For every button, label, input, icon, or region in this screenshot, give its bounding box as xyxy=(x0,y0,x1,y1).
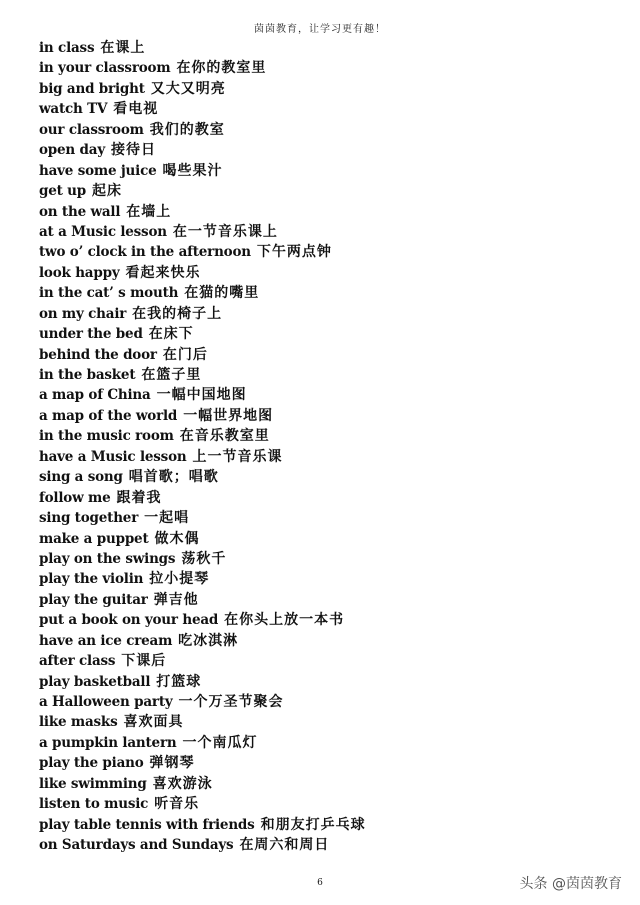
phrase-english: get up xyxy=(39,183,87,200)
phrase-item xyxy=(39,774,619,794)
phrase-chinese: 接待日 xyxy=(110,142,156,159)
phrase-item xyxy=(39,447,619,467)
phrase-english: have a Music lesson xyxy=(39,448,187,465)
phrase-item xyxy=(39,508,619,528)
phrase-item xyxy=(39,631,619,651)
phrase-item xyxy=(39,161,619,181)
phrase-chinese: 又大又明亮 xyxy=(150,80,226,97)
phrase-item xyxy=(39,304,619,324)
phrase-item xyxy=(39,569,619,589)
phrase-english: a pumpkin lantern xyxy=(39,734,177,751)
phrase-chinese: 跟着我 xyxy=(116,489,162,506)
phrase-english: put a book on your head xyxy=(39,612,219,629)
phrase-chinese: 一个万圣节聚会 xyxy=(178,694,284,710)
phrase-chinese: 喝些果汁 xyxy=(162,162,223,179)
phrase-english: in the cat’ s mouth xyxy=(39,285,179,302)
phrase-chinese: 在床下 xyxy=(148,326,194,343)
phrase-chinese: 看电视 xyxy=(113,101,159,118)
phrase-english: sing together xyxy=(39,510,139,527)
phrase-chinese: 在周六和周日 xyxy=(239,837,330,854)
phrase-english: in the basket xyxy=(39,367,136,383)
phrase-chinese: 在我的椅子上 xyxy=(132,305,223,322)
phrase-english: a Halloween party xyxy=(39,694,173,710)
phrase-chinese: 喜欢面具 xyxy=(123,714,184,731)
phrase-item xyxy=(39,794,619,814)
phrase-chinese: 做木偶 xyxy=(154,530,200,547)
phrase-english: at a Music lesson xyxy=(39,223,167,240)
phrase-chinese: 一起唱 xyxy=(144,510,190,527)
phrase-chinese: 一幅世界地图 xyxy=(183,407,274,424)
phrase-chinese: 在你头上放一本书 xyxy=(224,612,345,629)
phrase-english: under the bed xyxy=(39,326,143,343)
phrase-english: play basketball xyxy=(39,673,151,690)
phrase-item xyxy=(39,58,619,78)
phrase-english: make a puppet xyxy=(39,530,149,547)
phrase-english: like swimming xyxy=(39,775,147,792)
phrase-english: like masks xyxy=(39,714,118,731)
phrase-english: listen to music xyxy=(39,796,149,813)
phrase-english: follow me xyxy=(39,489,111,506)
phrase-english: play the piano xyxy=(39,755,144,772)
phrase-item xyxy=(39,202,619,222)
phrase-chinese: 在猫的嘴里 xyxy=(184,285,260,302)
phrase-item xyxy=(39,263,619,283)
phrase-english: play the violin xyxy=(39,571,144,588)
phrase-english: have some juice xyxy=(39,162,157,179)
phrase-item xyxy=(39,365,619,385)
phrase-item xyxy=(39,79,619,99)
phrase-chinese: 荡秋千 xyxy=(181,550,227,567)
phrase-english: sing a song xyxy=(39,469,123,486)
phrase-item xyxy=(39,651,619,671)
phrase-english: play table tennis with friends xyxy=(39,816,255,833)
phrase-chinese: 一个南瓜灯 xyxy=(182,734,258,751)
phrase-item xyxy=(39,672,619,692)
phrase-english: after class xyxy=(39,653,116,670)
phrase-item xyxy=(39,406,619,426)
page-header: 茵茵教育，让学习更有趣！ xyxy=(254,24,386,35)
phrase-item xyxy=(39,610,619,630)
phrase-item xyxy=(39,120,619,140)
phrase-item xyxy=(39,426,619,446)
phrase-chinese: 拉小提琴 xyxy=(149,571,210,588)
phrase-chinese: 在音乐教室里 xyxy=(179,428,270,445)
phrase-item xyxy=(39,753,619,773)
phrase-item xyxy=(39,242,619,262)
phrase-chinese: 下课后 xyxy=(121,653,167,670)
phrase-english: in class xyxy=(39,40,95,56)
phrase-chinese: 在篮子里 xyxy=(141,367,202,383)
phrase-english: our classroom xyxy=(39,121,144,138)
phrase-item xyxy=(39,283,619,303)
phrase-item xyxy=(39,140,619,160)
phrase-item xyxy=(39,181,619,201)
phrase-english: look happy xyxy=(39,264,120,281)
phrase-item xyxy=(39,222,619,242)
phrase-chinese: 在墙上 xyxy=(126,203,172,220)
phrase-chinese: 在一节音乐课上 xyxy=(172,223,278,240)
phrase-item xyxy=(39,99,619,119)
phrase-item xyxy=(39,815,619,835)
phrase-chinese: 下午两点钟 xyxy=(256,244,332,261)
phrase-list xyxy=(39,38,619,856)
phrase-english: big and bright xyxy=(39,80,145,97)
phrase-english: a map of China xyxy=(39,387,151,404)
phrase-chinese: 和朋友打乒乓球 xyxy=(260,816,366,833)
phrase-chinese: 打篮球 xyxy=(156,673,202,690)
phrase-item xyxy=(39,712,619,732)
phrase-item xyxy=(39,38,619,58)
phrase-chinese: 我们的教室 xyxy=(149,121,225,138)
phrase-chinese: 上一节音乐课 xyxy=(192,448,283,465)
phrase-english: watch TV xyxy=(39,101,108,118)
phrase-chinese: 喜欢游泳 xyxy=(152,775,213,792)
phrase-item xyxy=(39,733,619,753)
phrase-chinese: 看起来快乐 xyxy=(125,264,201,281)
phrase-english: open day xyxy=(39,142,105,159)
phrase-chinese: 唱首歌；唱歌 xyxy=(128,469,219,486)
phrase-item xyxy=(39,692,619,712)
phrase-item xyxy=(39,549,619,569)
phrase-english: in the music room xyxy=(39,428,174,445)
page-number: 6 xyxy=(317,878,323,888)
phrase-english: on the wall xyxy=(39,203,121,220)
phrase-english: play the guitar xyxy=(39,591,148,608)
phrase-item xyxy=(39,345,619,365)
phrase-english: on Saturdays and Sundays xyxy=(39,837,234,854)
phrase-english: on my chair xyxy=(39,305,127,322)
phrase-english: have an ice cream xyxy=(39,632,173,649)
phrase-english: in your classroom xyxy=(39,60,171,77)
watermark: 头条 @茵茵教育 xyxy=(519,876,622,892)
phrase-item xyxy=(39,590,619,610)
phrase-chinese: 弹吉他 xyxy=(153,591,199,608)
phrase-item xyxy=(39,835,619,855)
phrase-english: behind the door xyxy=(39,346,157,363)
phrase-english: play on the swings xyxy=(39,550,176,567)
phrase-chinese: 在课上 xyxy=(100,40,146,56)
phrase-item xyxy=(39,324,619,344)
phrase-chinese: 起床 xyxy=(92,183,123,200)
phrase-chinese: 听音乐 xyxy=(154,796,200,813)
phrase-chinese: 在你的教室里 xyxy=(176,60,267,77)
phrase-item xyxy=(39,467,619,487)
phrase-chinese: 弹钢琴 xyxy=(149,755,195,772)
phrase-item xyxy=(39,488,619,508)
phrase-chinese: 吃冰淇淋 xyxy=(178,632,239,649)
phrase-english: two o’ clock in the afternoon xyxy=(39,244,251,261)
phrase-item xyxy=(39,529,619,549)
phrase-chinese: 一幅中国地图 xyxy=(156,387,247,404)
phrase-chinese: 在门后 xyxy=(162,346,208,363)
phrase-english: a map of the world xyxy=(39,407,178,424)
phrase-item xyxy=(39,385,619,405)
